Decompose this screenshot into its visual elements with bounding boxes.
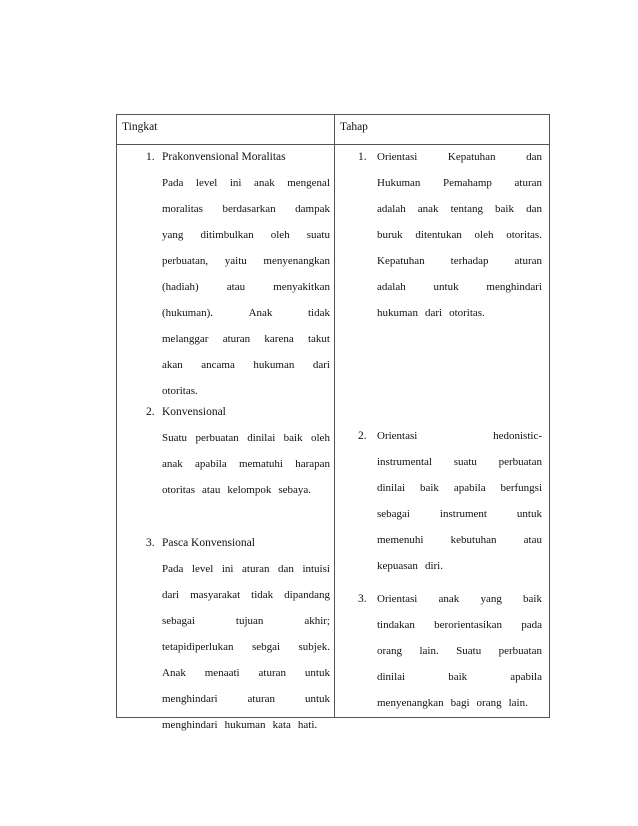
- word: sebgai: [251, 641, 281, 653]
- left-text-line: [162, 255, 330, 267]
- word: dinilai: [377, 671, 406, 683]
- word: ini: [221, 563, 234, 575]
- word: yang: [480, 593, 502, 605]
- word: instrumental: [377, 456, 432, 468]
- stage-title: Konvensional: [162, 406, 226, 418]
- word: menaati: [204, 667, 240, 679]
- word: Pada: [162, 563, 184, 575]
- word: terhadap: [450, 255, 489, 267]
- word: lain.: [508, 697, 528, 709]
- word: anak: [253, 177, 275, 189]
- left-text-line: [162, 229, 330, 241]
- word: baik: [283, 432, 303, 444]
- word: otoritas.: [162, 385, 198, 397]
- word: pada: [521, 619, 542, 631]
- word: apabila: [453, 482, 486, 494]
- word: kepuasan: [377, 560, 418, 572]
- word: aturan: [242, 563, 270, 575]
- word: Kepatuhan: [447, 151, 496, 163]
- word: atau: [523, 534, 542, 546]
- right-text-line: [377, 508, 542, 520]
- word: sebagai: [162, 615, 195, 627]
- word: Pemahamp: [443, 177, 492, 189]
- word: aturan: [514, 255, 542, 267]
- word: untuk: [433, 281, 459, 293]
- word: berfungsi: [500, 482, 542, 494]
- word: orang: [377, 645, 403, 657]
- word: yaitu: [224, 255, 247, 267]
- right-item-number: 3.: [358, 593, 367, 605]
- word: menyakitkan: [273, 281, 330, 293]
- word: perbuatan: [498, 456, 542, 468]
- word: kelompok: [227, 484, 272, 496]
- word: level: [195, 177, 218, 189]
- word: dampak: [295, 203, 330, 215]
- word: akhir;: [304, 615, 330, 627]
- word: adalah: [377, 203, 406, 215]
- word: perbuatan: [498, 645, 542, 657]
- word: baik: [419, 482, 439, 494]
- word: intuisi: [302, 563, 330, 575]
- word: aturan: [258, 667, 286, 679]
- word: berorientasikan: [434, 619, 502, 631]
- left-text-line: [162, 589, 330, 601]
- word: hati.: [297, 719, 318, 731]
- right-text-line: [377, 560, 542, 572]
- word: orang: [476, 697, 502, 709]
- word: Orientasi: [377, 430, 418, 442]
- word: menghindari: [162, 719, 218, 731]
- word: perbuatan: [195, 432, 239, 444]
- word: tidak: [308, 307, 330, 319]
- word: kebutuhan: [450, 534, 497, 546]
- word: tujuan: [235, 615, 264, 627]
- word: oleh: [311, 432, 330, 444]
- word: baik: [523, 593, 542, 605]
- left-text-line: [162, 333, 330, 345]
- word: buruk: [377, 229, 403, 241]
- header-tingkat: Tingkat: [122, 121, 158, 133]
- word: adalah: [377, 281, 406, 293]
- left-item-number: 1.: [146, 151, 155, 163]
- word: mematuhi: [238, 458, 283, 470]
- word: (hadiah): [162, 281, 199, 293]
- word: sebagai: [377, 508, 410, 520]
- word: karena: [264, 333, 294, 345]
- left-text-line: [162, 484, 330, 496]
- right-text-line: [377, 177, 542, 189]
- word: apabila: [194, 458, 227, 470]
- word: hedonistic-: [493, 430, 542, 442]
- word: dipandang: [284, 589, 330, 601]
- word: tentang: [450, 203, 483, 215]
- right-text-line: [377, 482, 542, 494]
- word: memenuhi: [377, 534, 424, 546]
- word: harapan: [295, 458, 330, 470]
- left-text-line: [162, 458, 330, 470]
- word: baik: [495, 203, 514, 215]
- word: atau: [226, 281, 246, 293]
- word: dari: [312, 359, 330, 371]
- right-text-line: [377, 430, 542, 442]
- word: Pada: [162, 177, 184, 189]
- word: kata: [272, 719, 291, 731]
- word: lain.: [419, 645, 439, 657]
- right-text-line: [377, 307, 542, 319]
- word: tetapidiperlukan: [162, 641, 234, 653]
- word: akan: [162, 359, 183, 371]
- word: anak: [417, 203, 439, 215]
- word: tidak: [251, 589, 274, 601]
- word: perbuatan,: [162, 255, 209, 267]
- left-text-line: [162, 385, 330, 397]
- column-divider: [334, 114, 335, 718]
- left-text-line: [162, 177, 330, 189]
- left-item-number: 2.: [146, 406, 155, 418]
- word: Anak: [162, 667, 186, 679]
- right-text-line: [377, 697, 542, 709]
- word: mengenal: [287, 177, 330, 189]
- right-text-line: [377, 645, 542, 657]
- right-text-line: [377, 619, 542, 631]
- word: Anak: [248, 307, 273, 319]
- left-text-line: [162, 359, 330, 371]
- word: untuk: [516, 508, 542, 520]
- word: sebaya.: [278, 484, 312, 496]
- stage-title: Prakonvensional Moralitas: [162, 151, 286, 163]
- right-text-line: [377, 229, 542, 241]
- stage-title: Pasca Konvensional: [162, 537, 255, 549]
- word: moralitas: [162, 203, 203, 215]
- word: melanggar: [162, 333, 209, 345]
- right-item-number: 2.: [358, 430, 367, 442]
- word: dan: [278, 563, 294, 575]
- word: tindakan: [377, 619, 415, 631]
- left-text-line: [162, 667, 330, 679]
- left-text-line: [162, 719, 330, 731]
- word: otoritas.: [449, 307, 485, 319]
- word: Suatu: [456, 645, 482, 657]
- word: dari: [424, 307, 443, 319]
- word: level: [191, 563, 214, 575]
- word: menyenangkan: [263, 255, 330, 267]
- word: masyarakat: [190, 589, 241, 601]
- word: aturan: [247, 693, 276, 705]
- left-text-line: [162, 615, 330, 627]
- word: dan: [526, 151, 542, 163]
- word: atau: [202, 484, 221, 496]
- word: dari: [162, 589, 180, 601]
- word: ancama: [201, 359, 235, 371]
- word: Suatu: [162, 432, 188, 444]
- word: (hukuman).: [162, 307, 214, 319]
- left-text-line: [162, 281, 330, 293]
- header-divider: [116, 144, 550, 145]
- word: instrument: [439, 508, 487, 520]
- right-text-line: [377, 281, 542, 293]
- word: anak: [438, 593, 460, 605]
- left-text-line: [162, 563, 330, 575]
- header-tahap: Tahap: [340, 121, 368, 133]
- word: oleh: [474, 229, 494, 241]
- word: yang: [162, 229, 184, 241]
- word: dinilai: [247, 432, 276, 444]
- word: dan: [526, 203, 542, 215]
- word: hukuman: [253, 359, 295, 371]
- word: untuk: [304, 667, 330, 679]
- word: ditentukan: [415, 229, 462, 241]
- word: oleh: [270, 229, 290, 241]
- word: aturan: [514, 177, 542, 189]
- right-text-line: [377, 671, 542, 683]
- right-text-line: [377, 534, 542, 546]
- word: menghindari: [162, 693, 218, 705]
- word: Orientasi: [377, 151, 418, 163]
- word: diri.: [424, 560, 443, 572]
- word: otoritas: [162, 484, 195, 496]
- word: subjek.: [298, 641, 330, 653]
- right-text-line: [377, 456, 542, 468]
- word: untuk: [304, 693, 330, 705]
- word: takut: [307, 333, 330, 345]
- right-text-line: [377, 151, 542, 163]
- left-text-line: [162, 203, 330, 215]
- left-text-line: [162, 307, 330, 319]
- right-item-number: 1.: [358, 151, 367, 163]
- word: berdasarkan: [222, 203, 276, 215]
- left-text-line: [162, 432, 330, 444]
- word: otoritas.: [506, 229, 542, 241]
- word: anak: [162, 458, 183, 470]
- word: ditimbulkan: [200, 229, 254, 241]
- word: suatu: [453, 456, 477, 468]
- word: dinilai: [377, 482, 406, 494]
- word: hukuman: [377, 307, 418, 319]
- word: hukuman: [224, 719, 266, 731]
- word: aturan: [222, 333, 251, 345]
- right-text-line: [377, 255, 542, 267]
- word: suatu: [306, 229, 330, 241]
- word: menghindari: [486, 281, 542, 293]
- right-text-line: [377, 593, 542, 605]
- word: Kepatuhan: [377, 255, 425, 267]
- word: Hukuman: [377, 177, 421, 189]
- left-text-line: [162, 641, 330, 653]
- word: apabila: [510, 671, 542, 683]
- word: Orientasi: [377, 593, 418, 605]
- word: ini: [229, 177, 242, 189]
- left-text-line: [162, 693, 330, 705]
- left-item-number: 3.: [146, 537, 155, 549]
- word: bagi: [450, 697, 470, 709]
- word: baik: [448, 671, 468, 683]
- word: menyenangkan: [377, 697, 444, 709]
- right-text-line: [377, 203, 542, 215]
